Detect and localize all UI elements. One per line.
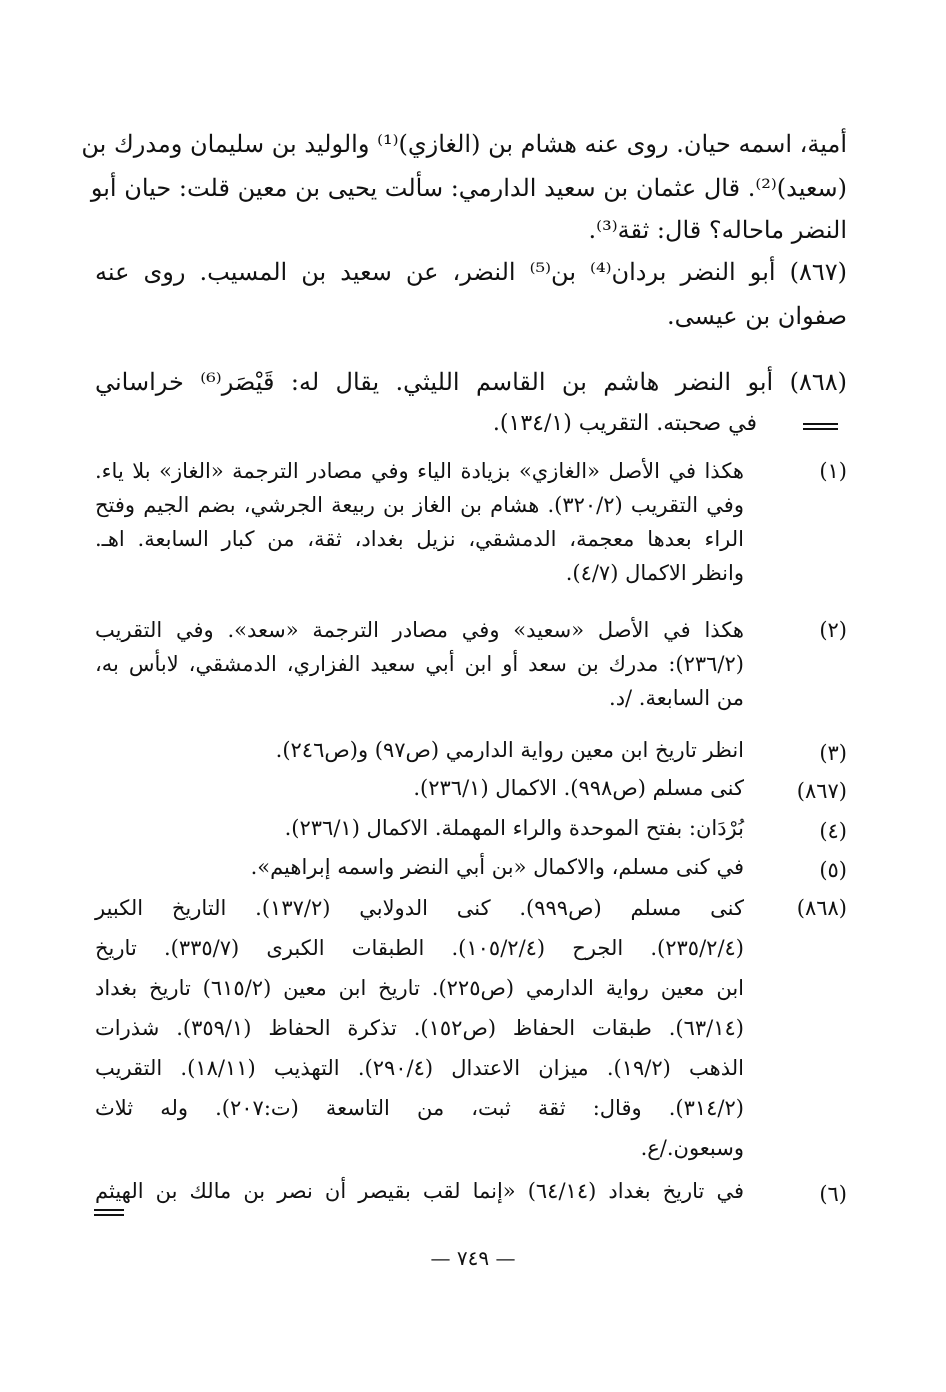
- footnote-number: (٣): [819, 741, 847, 765]
- footnote-line: (٣١٤/٢). وقال: ثقة ثبت، من التاسعة (ت:٢٠٧). وله ثلاث: [95, 1096, 744, 1120]
- footnote-body: [95, 733, 744, 767]
- footnote-number: (٨٦٧): [796, 779, 847, 803]
- footnote-line: (٢٣٥/٢/٤). الجرح (١٠٥/٢/٤). الطبقات الكبرى (٣٣٥/٧). تاريخ: [95, 936, 744, 960]
- footnote-body: [95, 888, 744, 1168]
- page-number: — ٧٤٩ —: [430, 1246, 516, 1270]
- footnote-body: [95, 1174, 744, 1208]
- footnote-number: (١): [819, 459, 847, 483]
- footnote-number: (٥): [819, 858, 847, 882]
- footnote-line: في تاريخ بغداد (٦٤/١٤) «إنما لقب بقيصر أن نصر بن مالك بن الهيثم: [95, 1179, 744, 1203]
- footnote-line: هكذا في الأصل «سعيد» وفي مصادر الترجمة «سعد». وفي التقريب: [95, 618, 744, 642]
- footnote-body: [95, 771, 744, 805]
- footnote-line: (٢٣٦/٢): مدرك بن سعد أو ابن أبي سعيد الفزاري، الدمشقي، لابأس به،: [95, 652, 744, 676]
- footnote-line: كنى مسلم (ص٩٩٩). كنى الدولابي (١٣٧/٢). التاريخ الكبير: [95, 896, 744, 920]
- footnote-line: كنى مسلم (ص٩٩٨). الاكمال (٢٣٦/١).: [413, 776, 744, 800]
- footnote-line: انظر تاريخ ابن معين رواية الدارمي (ص٩٧) و(ص٢٤٦).: [275, 738, 744, 762]
- footnote-number: (٢): [819, 618, 847, 642]
- footnote-line: بُرْدَان: بفتح الموحدة والراء المهملة. الاكمال (٢٣٦/١).: [284, 816, 744, 840]
- main-text-line: (٨٦٧) أبو النضر بردان⁽⁴⁾ بن⁽⁵⁾ النضر، عن سعيد بن المسيب. روى عنه: [95, 258, 848, 286]
- footnote-body: [95, 454, 744, 590]
- footnote-separator: [803, 423, 838, 430]
- footnote-line: وانظر الاكمال (٤/٧).: [565, 561, 744, 585]
- footnote-line: وسبعون./ع.: [640, 1136, 744, 1160]
- footnote-number: (٦): [819, 1182, 847, 1206]
- footnote-line: من السابعة. /د.: [609, 686, 744, 710]
- footnote-line: وفي التقريب (٣٢٠/٢). هشام بن الغاز بن ربيعة الجرشي، بضم الجيم وفتح: [95, 493, 744, 517]
- footnote-line: في كنى مسلم، والاكمال «بن أبي النضر واسمه إبراهيم».: [250, 855, 744, 879]
- footnote-body: [95, 811, 744, 845]
- footnote-line: ابن معين رواية الدارمي (ص٢٢٥). تاريخ ابن معين (٦١٥/٢) تاريخ بغداد: [95, 976, 745, 1000]
- main-text-line: (سعيد)⁽²⁾. قال عثمان بن سعيد الدارمي: سألت يحيى بن معين قلت: حيان أبو: [90, 174, 847, 202]
- continuation-mark: [94, 1209, 124, 1216]
- footnote-line: الراء بعدها معجمة، الدمشقي، نزيل بغداد، ثقة، من كبار السابعة. اهـ.: [95, 527, 744, 551]
- footnote-line: هكذا في الأصل «الغازي» بزيادة الياء وفي مصادر الترجمة «الغاز» بلا ياء.: [95, 459, 744, 483]
- footnote-line: (٦٣/١٤). طبقات الحفاظ (ص١٥٢). تذكرة الحفاظ (٣٥٩/١). شذرات: [95, 1016, 744, 1040]
- main-text-line: في صحبته. التقريب (١٣٤/١).: [492, 411, 757, 436]
- footnote-number: (٨٦٨): [796, 896, 847, 920]
- main-text-line: النضر ماحاله؟ قال: ثقة⁽³⁾.: [588, 216, 847, 244]
- footnote-line: الذهب (١٩/٢). ميزان الاعتدال (٢٩٠/٤). التهذيب (١٨/١١). التقريب: [95, 1056, 744, 1080]
- main-text-line: صفوان بن عيسى.: [666, 302, 847, 330]
- footnote-number: (٤): [819, 819, 847, 843]
- footnote-body: [95, 850, 744, 884]
- footnote-body: [95, 613, 744, 715]
- main-text-line: أمية، اسمه حيان. روى عنه هشام بن (الغازي)⁽¹⁾ والوليد بن سليمان ومدرك بن: [81, 130, 847, 158]
- main-text-line: (٨٦٨) أبو النضر هاشم بن القاسم الليثي. يقال له: قَيْصَر⁽⁶⁾ خراساني: [95, 368, 848, 396]
